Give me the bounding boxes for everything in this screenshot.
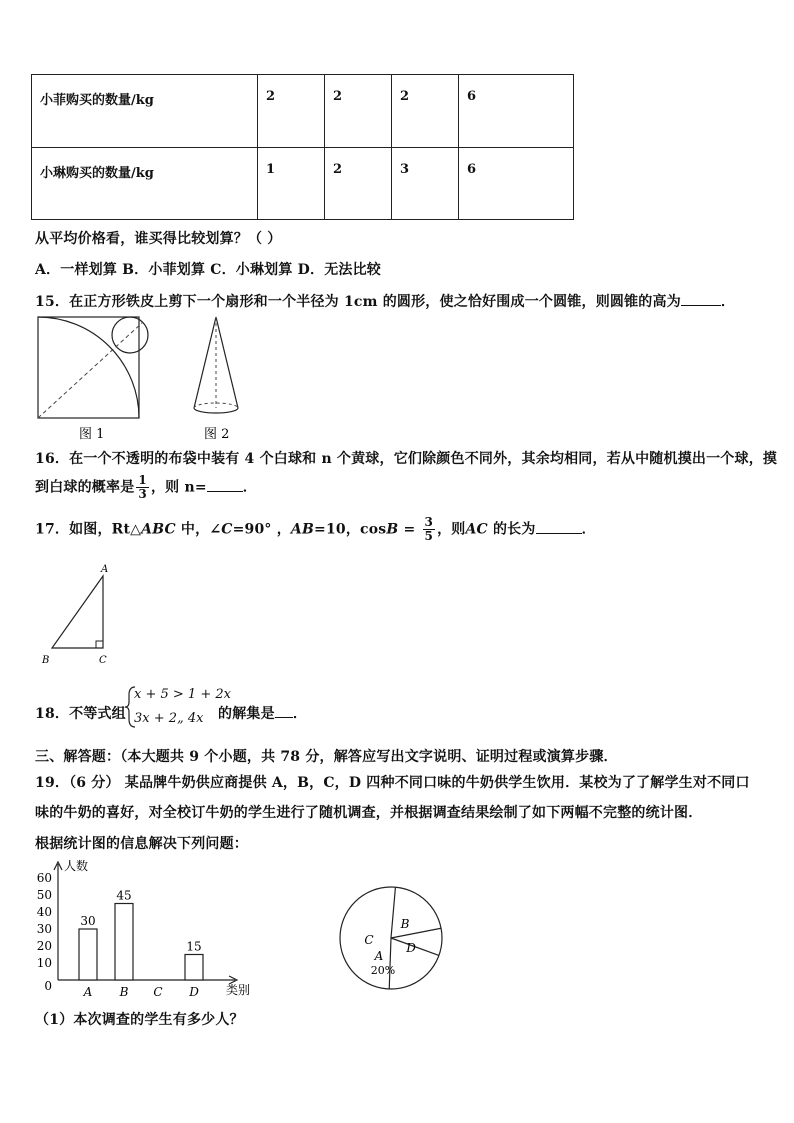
q17-triangle-figure xyxy=(38,562,118,670)
y-axis-label: 人数 xyxy=(64,859,89,873)
q17-text: ，则 xyxy=(437,521,466,538)
q15-figure-1 xyxy=(36,314,156,444)
q17-end: ． xyxy=(581,521,596,538)
table-cell: 1 xyxy=(258,148,325,220)
answer-blank[interactable] xyxy=(207,479,243,492)
q16-end: ． xyxy=(242,479,257,496)
cone-base-front xyxy=(194,408,238,413)
pie-chart xyxy=(335,880,455,1000)
bar-D xyxy=(185,955,203,981)
y-tick-label: 20 xyxy=(36,939,52,953)
q17-text: = xyxy=(398,521,421,538)
cone-right-edge xyxy=(216,317,238,408)
table-row xyxy=(32,75,574,148)
q18-end: ． xyxy=(292,706,308,722)
table-cell: 6 xyxy=(459,75,574,148)
q17-c: C xyxy=(221,521,233,538)
q16-line1: 16．在一个不透明的布袋中装有 4 个白球和 n 个黄球，它们除颜色不同外，其余均相同，若从中随机摸出一个球，摸 xyxy=(35,451,778,467)
pie-label-C: C xyxy=(364,933,374,947)
x-axis-label: 类别 xyxy=(226,983,251,997)
y-tick-label: 30 xyxy=(36,922,52,936)
fig2-caption: 图 2 xyxy=(204,427,230,442)
bar-chart xyxy=(30,856,270,1001)
pie-label-A: A xyxy=(374,949,384,963)
q18-prefix: 18．不等式组 xyxy=(35,706,126,722)
table-row xyxy=(32,148,574,220)
q15-end: ． xyxy=(720,294,736,310)
q18-text: 的解集是 xyxy=(218,706,275,722)
price-table xyxy=(31,74,574,220)
y-tick-label: 50 xyxy=(36,888,52,902)
fraction-three-fifths xyxy=(423,516,436,543)
q15-text: 15．在正方形铁皮上剪下一个扇形和一个半径为 1cm 的圆形，使之恰好围成一个圆锥，则圆锥的高为 xyxy=(35,294,681,310)
vertex-label-a: A xyxy=(101,564,109,575)
q19-line2: 味的牛奶的喜好，对全校订牛奶的学生进行了随机调查，并根据调查结果绘制了如下两幅不完整的统计图． xyxy=(35,805,703,821)
y-tick-label: 0 xyxy=(44,979,52,993)
square-outline xyxy=(38,317,139,418)
q17-text: =10，cos xyxy=(314,521,387,538)
inequality-2: 3x + 2„ 4x xyxy=(134,711,204,726)
q17-text: =90° ， xyxy=(232,521,291,538)
table-cell: 3 xyxy=(392,148,459,220)
bar-B xyxy=(115,904,133,981)
x-tick-label: D xyxy=(189,985,199,999)
q19-line3: 根据统计图的信息解决下列问题： xyxy=(35,836,248,852)
q17-question xyxy=(35,516,596,543)
q17-b: B xyxy=(386,521,399,538)
fraction-denominator: 5 xyxy=(424,529,434,543)
fraction-one-third xyxy=(136,474,149,501)
x-tick-label: A xyxy=(83,985,93,999)
table-cell: 2 xyxy=(392,75,459,148)
x-tick-label: C xyxy=(153,985,163,999)
y-tick-label: 60 xyxy=(36,871,52,885)
q17-ac: AC xyxy=(465,521,488,538)
q16-text: 到白球的概率是 xyxy=(35,479,135,496)
table-row-label: 小琳购买的数量/kg xyxy=(32,148,258,220)
inequality-1: x + 5 > 1 + 2x xyxy=(134,687,231,702)
q17-text: 的长为 xyxy=(487,521,536,538)
fraction-numerator: 3 xyxy=(424,515,434,529)
bar-value-label: 45 xyxy=(116,888,132,903)
pie-label-D: D xyxy=(406,941,416,955)
q15-figure-2 xyxy=(186,314,246,444)
bar-value-label: 30 xyxy=(80,914,96,928)
y-tick-label: 40 xyxy=(36,905,52,919)
triangle-abc xyxy=(52,576,103,648)
q14-options: A．一样划算 B．小菲划算 C．小琳划算 D．无法比较 xyxy=(35,262,381,278)
sector-arc xyxy=(38,317,139,418)
bar-value-label: 15 xyxy=(186,939,202,954)
vertex-label-c: C xyxy=(99,655,107,666)
answer-blank[interactable] xyxy=(681,293,721,306)
q19-sub1: （1）本次调查的学生有多少人？ xyxy=(35,1012,244,1028)
fraction-numerator: 1 xyxy=(138,473,147,487)
q17-abc: ABC xyxy=(141,521,176,538)
q17-text: 17．如图，Rt△ xyxy=(35,521,142,538)
bar-A xyxy=(79,929,97,980)
cone-left-edge xyxy=(194,317,216,408)
table-row-label: 小菲购买的数量/kg xyxy=(32,75,258,148)
q14-question: 从平均价格看，谁买得比较划算？（ ） xyxy=(35,231,282,247)
vertex-label-b: B xyxy=(42,655,50,666)
q17-ab: AB xyxy=(290,521,315,538)
pie-label-B: B xyxy=(400,917,410,931)
q16-line2 xyxy=(35,474,257,501)
answer-blank[interactable] xyxy=(275,705,293,718)
q18-suffix xyxy=(218,703,307,723)
section-heading: 三、解答题：（本大题共 9 个小题，共 78 分，解答应写出文字说明、证明过程或演算步骤． xyxy=(35,749,618,765)
fraction-denominator: 3 xyxy=(138,487,147,501)
pie-percent-label: 20% xyxy=(370,964,396,977)
table-cell: 2 xyxy=(325,148,392,220)
fig1-caption: 图 1 xyxy=(79,427,105,442)
answer-blank[interactable] xyxy=(536,521,582,534)
table-cell: 6 xyxy=(459,148,574,220)
right-angle-mark xyxy=(96,641,103,648)
q16-text-post: ，则 n= xyxy=(150,479,207,496)
x-tick-label: B xyxy=(119,985,129,999)
table-cell: 2 xyxy=(325,75,392,148)
q15-question xyxy=(35,291,735,311)
y-tick-label: 10 xyxy=(36,956,52,970)
q19-line1: 19．（6 分） 某品牌牛奶供应商提供 A，B，C，D 四种不同口味的牛奶供学生饮用．某校为了了解学生对不同口 xyxy=(35,775,750,791)
table-cell: 2 xyxy=(258,75,325,148)
q17-text: 中，∠ xyxy=(175,521,222,538)
